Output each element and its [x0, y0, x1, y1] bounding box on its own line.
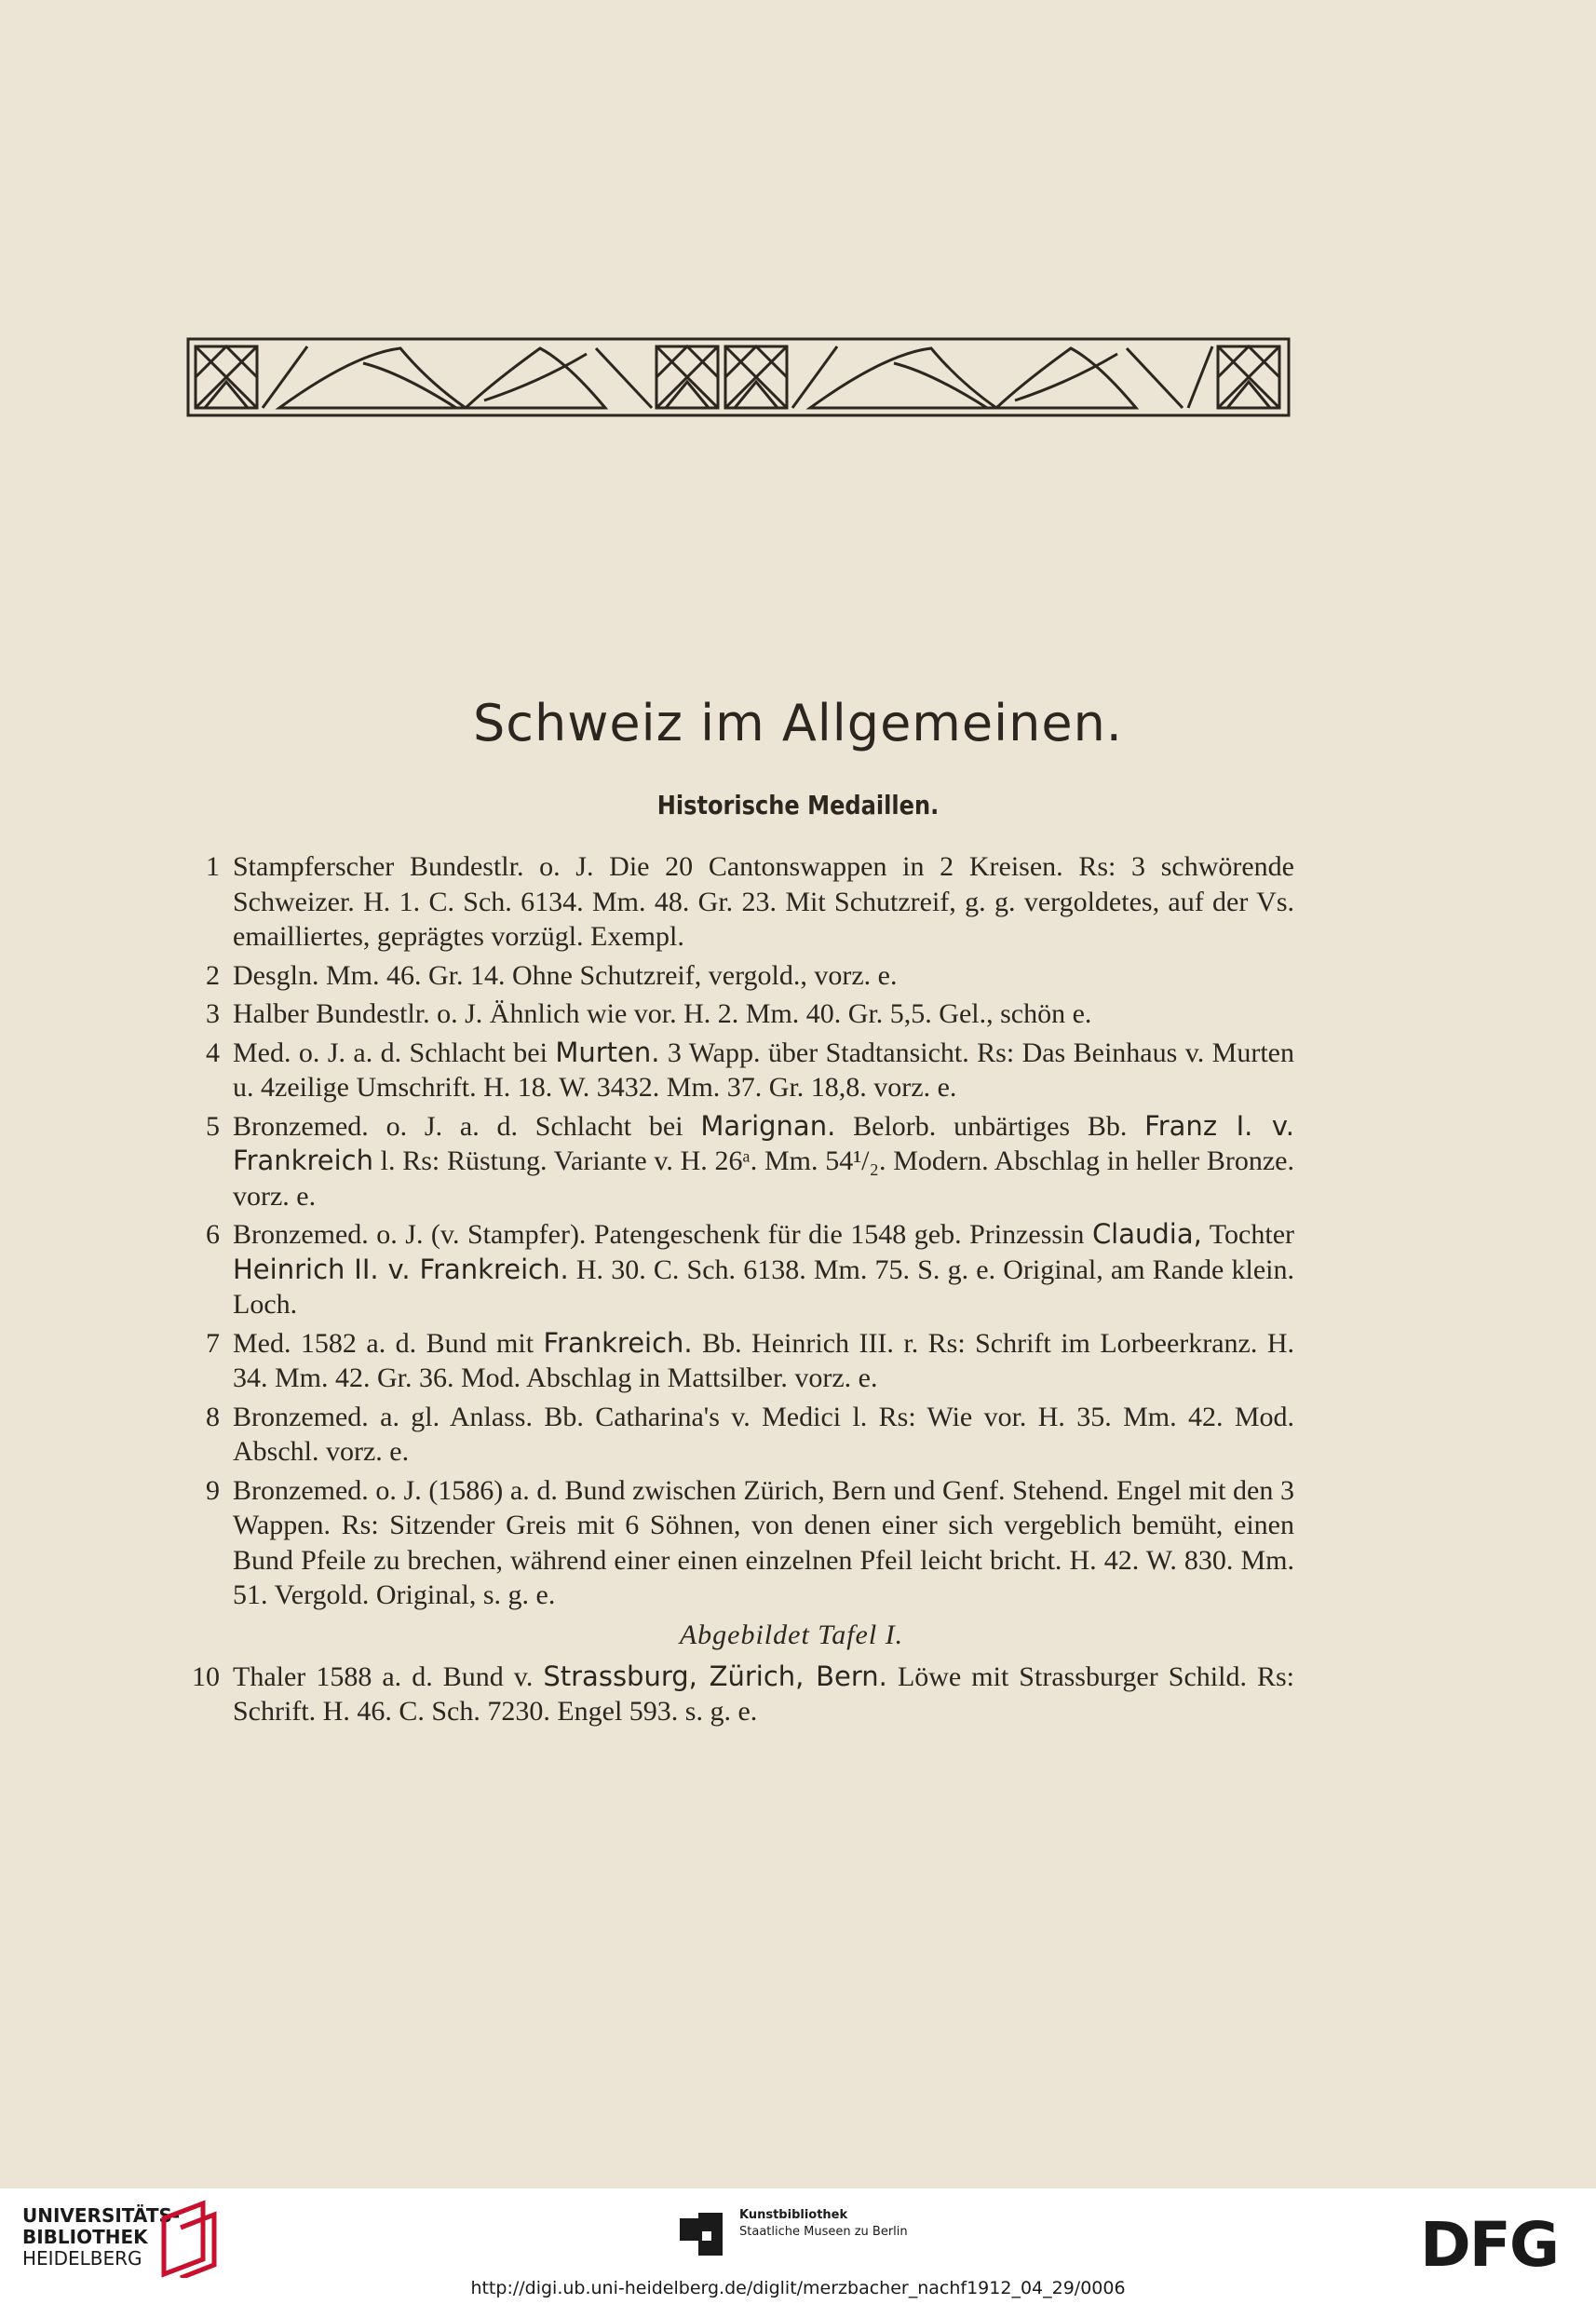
- entry-number: 6: [206, 1219, 220, 1250]
- catalogue-entry: [177, 1217, 1294, 1322]
- entry-text-segment: l. Rs: Rüstung. Variante v. H. 26ᵃ. Mm. 54¹/₂. Modern. Abschlag in heller Bronze. vorz. e.: [233, 1145, 1294, 1212]
- kunstbibliothek-text: [739, 2207, 908, 2241]
- entry-text-segment: Bb. Heinrich III. r. Rs: Schrift im Lorbeerkranz. H. 34. Mm. 42. Gr. 36. Mod. Abschlag in Mattsilber. vorz. e.: [233, 1327, 1294, 1393]
- library-line: UNIVERSITÄTS-: [22, 2204, 181, 2227]
- entry-number: 1: [206, 851, 220, 882]
- heidelberg-library-emblem-icon: [156, 2200, 225, 2278]
- entry-number: 7: [206, 1327, 220, 1359]
- art-nouveau-ornament-border: [186, 335, 1291, 419]
- entry-number: 9: [206, 1474, 220, 1506]
- entry-text-segment: H. 30. C. Sch. 6138. Mm. 75. S. g. e. Original, am Rande klein. Loch.: [233, 1254, 1295, 1320]
- library-line: BIBLIOTHEK: [22, 2226, 148, 2248]
- entry-highlight-name: Murten.: [555, 1036, 660, 1068]
- entry-text: [233, 1036, 1294, 1105]
- entry-highlight-name: Strassburg, Zürich, Bern.: [543, 1660, 887, 1692]
- entry-text-segment: Bronzemed. o. J. a. d. Schlacht bei: [233, 1110, 701, 1142]
- entry-text-segment: Thaler 1588 a. d. Bund v.: [233, 1660, 544, 1692]
- catalogue-entry: [177, 958, 1294, 994]
- catalogue-entry: [177, 1326, 1294, 1396]
- entry-text-segment: Bronzemed. a. gl. Anlass. Bb. Catharina's v. Medici l. Rs: Wie vor. H. 35. Mm. 42. Mod. Abschl. vorz. e.: [233, 1401, 1294, 1467]
- entry-text: Halber Bundestlr. o. J. Ähnlich wie vor. H. 2. Mm. 40. Gr. 5,5. Gel., schön e.: [233, 998, 1092, 1029]
- entry-highlight-name: Franz I. v. Frankreich: [233, 1109, 1294, 1176]
- catalogue-entry: [177, 1473, 1294, 1613]
- kunstbibliothek-logo-icon: [680, 2213, 726, 2256]
- entry-text-segment: 3 Wapp. über Stadtansicht. Rs: Das Beinhaus v. Murten u. 4zeilige Umschrift. H. 18. W. 3432. Mm. 37. Gr. 18,8. vorz. e.: [233, 1037, 1294, 1103]
- catalogue-entry: [177, 1400, 1294, 1470]
- catalogue-entry: [177, 849, 1294, 955]
- entry-number: 5: [206, 1110, 220, 1142]
- catalogue-entry: [177, 996, 1294, 1032]
- entry-highlight-name: Claudia,: [1091, 1218, 1202, 1250]
- entry-number: 8: [206, 1401, 220, 1432]
- section-subtitle: Historische Medaillen.: [656, 790, 940, 820]
- entry-text-segment: Bronzemed. o. J. (v. Stampfer). Patengeschenk für die 1548 geb. Prinzessin: [233, 1219, 1092, 1250]
- entry-text: [233, 1217, 1294, 1322]
- plate-caption: Abgebildet Tafel I.: [679, 1619, 904, 1650]
- catalogue-entries: [177, 849, 1294, 1733]
- entry-text-segment: Med. 1582 a. d. Bund mit: [233, 1327, 544, 1359]
- entry-number: 4: [206, 1037, 220, 1068]
- source-url[interactable]: http://digi.ub.uni-heidelberg.de/diglit/merzbacher_nachf1912_04_29/0006: [470, 2278, 1126, 2298]
- entry-text: Stampferscher Bundestlr. o. J. Die 20 Cantonswappen in 2 Kreisen. Rs: 3 schwörende Schweizer. H. 1. C. Sch. 6134. Mm. 48. Gr. 23. Mit Schutzreif, g. g. vergoldetes, auf der Vs. emailliertes, geprägtes vorzügl. Exempl.: [233, 851, 1294, 952]
- library-line: HEIDELBERG: [22, 2247, 142, 2270]
- entry-text: [233, 1109, 1294, 1214]
- catalogue-entry: [177, 1660, 1294, 1729]
- entry-text: [233, 1326, 1294, 1396]
- entry-text: [233, 1400, 1294, 1470]
- entry-number: 2: [206, 959, 220, 991]
- kunstbibliothek-name: Kunstbibliothek: [739, 2208, 848, 2222]
- dfg-logo: DFG: [1420, 2209, 1559, 2281]
- entry-text-segment: Tochter: [1201, 1219, 1294, 1250]
- entry-text-segment: Med. o. J. a. d. Schlacht bei: [233, 1037, 556, 1068]
- kunstbibliothek-sub: Staatliche Museen zu Berlin: [739, 2225, 908, 2239]
- entry-text-segment: Belorb. unbärtiges Bb.: [835, 1110, 1145, 1142]
- entry-text: [233, 1660, 1294, 1729]
- entry-number: 3: [206, 998, 220, 1029]
- catalogue-entry: [177, 1109, 1294, 1214]
- entry-text: [233, 1473, 1294, 1613]
- entry-number: 10: [192, 1660, 220, 1692]
- entry-text-segment: Löwe mit Strassburger Schild. Rs: Schrift. H. 46. C. Sch. 7230. Engel 593. s. g. e.: [233, 1660, 1294, 1727]
- entry-text-segment: Bronzemed. o. J. (1586) a. d. Bund zwischen Zürich, Bern und Genf. Stehend. Engel mit den 3 Wappen. Rs: Sitzender Greis mit 6 Söhnen, von denen einer sich vergeblich bemüht, einen Bund Pfeile zu brechen, während einer einen einzelnen Pfeil leicht bricht. H. 42. W. 830. Mm. 51. Vergold. Original, s. g. e.: [233, 1474, 1294, 1610]
- entry-highlight-name: Marignan.: [700, 1109, 836, 1142]
- entry-text: Desgln. Mm. 46. Gr. 14. Ohne Schutzreif, vergold., vorz. e.: [233, 959, 898, 991]
- entry-highlight-name: Frankreich.: [543, 1326, 693, 1359]
- page-title: Schweiz im Allgemeinen.: [473, 694, 1123, 752]
- catalogue-entry: [177, 1036, 1294, 1105]
- entry-highlight-name: Heinrich II. v. Frankreich.: [233, 1253, 569, 1285]
